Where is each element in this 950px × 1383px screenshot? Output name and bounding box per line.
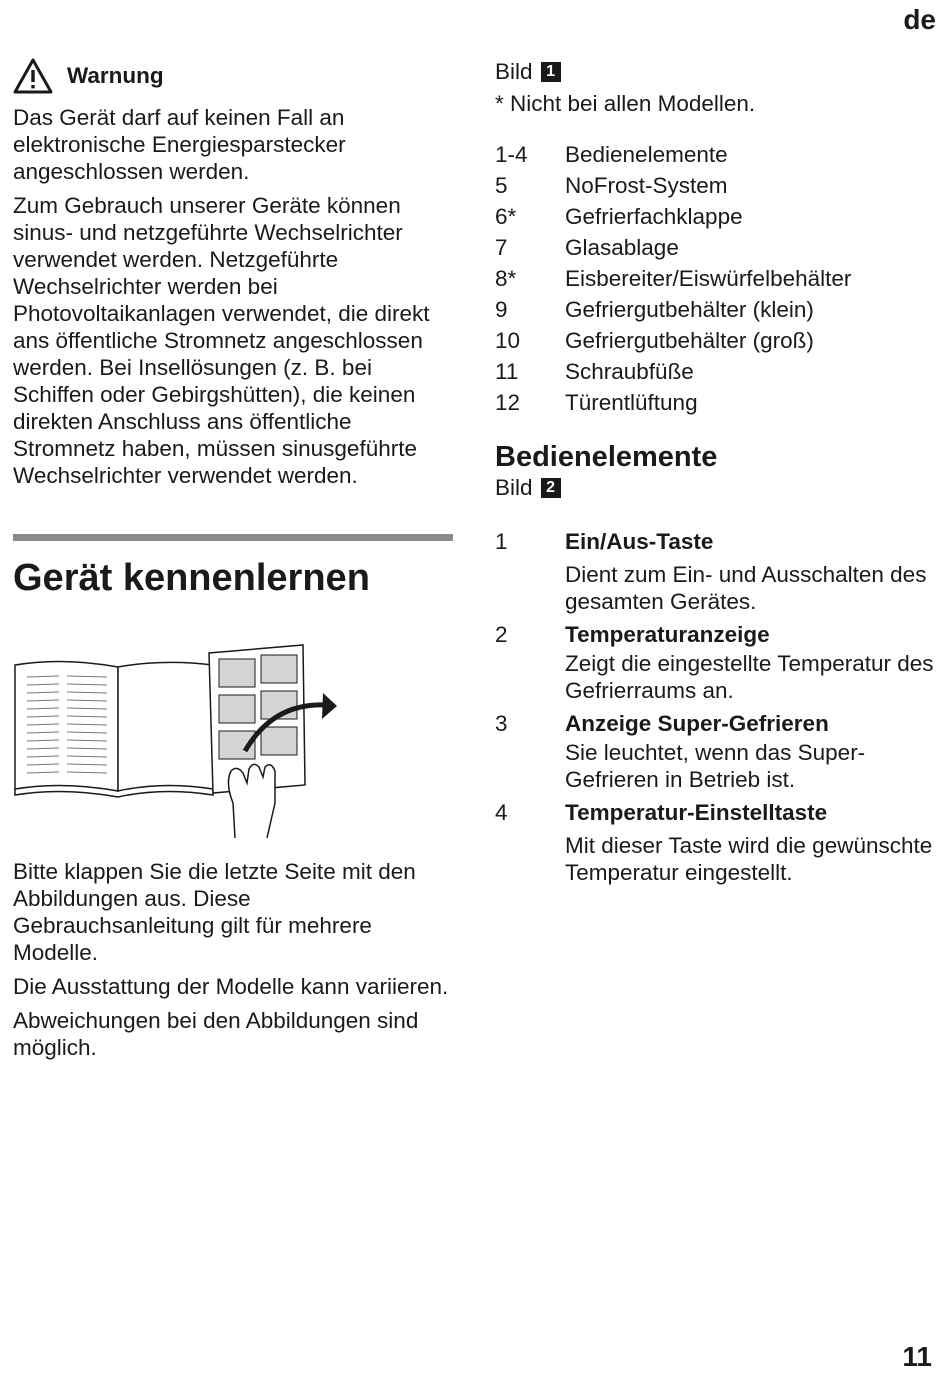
item-label: Schraubfüße bbox=[565, 359, 694, 384]
item-number: 11 bbox=[495, 359, 519, 384]
item-number: 10 bbox=[495, 328, 521, 353]
language-tag: de bbox=[903, 4, 936, 35]
item-label: Gefriergutbehälter (groß) bbox=[565, 328, 814, 353]
figure-reference bbox=[495, 58, 935, 86]
item-label: NoFrost-System bbox=[565, 173, 728, 198]
item-description: Mit dieser Taste wird die gewünschte Temperatur eingestellt. bbox=[565, 833, 933, 885]
control-item bbox=[495, 619, 935, 704]
list-item bbox=[495, 263, 935, 294]
figure-label: Bild bbox=[495, 475, 533, 500]
item-number: 9 bbox=[495, 297, 508, 322]
warning-paragraph: Zum Gebrauch unserer Geräte können sinus- und netzgeführte Wechselrichter verwendet werden. Netzgeführte Wechselrichter werden bei Photovoltaikanlagen verwendet, die direkt ans öffentliche Stromnetz angeschlossen werden. Bei Insellösungen (z. B. bei Schiffen oder Gebirgshütten), die keinen direkten Anschluss ans öffentliche Stromnetz haben, müssen sinusgeführte Wechselrichter verwendet werden. bbox=[13, 193, 430, 488]
footnote: * Nicht bei allen Modellen. bbox=[495, 91, 756, 116]
item-label: Glasablage bbox=[565, 235, 679, 260]
figure-number-badge: 1 bbox=[541, 62, 561, 82]
intro-paragraph: Abweichungen bei den Abbildungen sind möglich. bbox=[13, 1008, 419, 1060]
item-label: Gefriergutbehälter (klein) bbox=[565, 297, 814, 322]
list-item bbox=[495, 139, 935, 170]
list-item bbox=[495, 325, 935, 356]
item-number: 1 bbox=[495, 529, 508, 554]
item-label: Türentlüftung bbox=[565, 390, 698, 415]
item-label: Bedienelemente bbox=[565, 142, 728, 167]
item-number: 6* bbox=[495, 204, 517, 229]
item-title: Temperaturanzeige bbox=[565, 622, 770, 647]
item-number: 3 bbox=[495, 711, 508, 736]
control-item bbox=[495, 708, 935, 793]
section-heading: Gerät kennenlernen bbox=[13, 557, 370, 599]
item-number: 12 bbox=[495, 390, 521, 415]
list-item bbox=[495, 232, 935, 263]
item-title: Temperatur-Einstelltaste bbox=[565, 800, 828, 825]
parts-list bbox=[495, 139, 935, 418]
intro-paragraph: Bitte klappen Sie die letzte Seite mit den Abbildungen aus. Diese Gebrauchsanleitung gilt für mehrere Modelle. bbox=[13, 859, 416, 965]
item-description: Sie leuchtet, wenn das Super-Gefrieren in Betrieb ist. bbox=[565, 740, 866, 792]
item-number: 4 bbox=[495, 800, 508, 825]
item-number: 1-4 bbox=[495, 142, 528, 167]
item-number: 7 bbox=[495, 235, 508, 260]
item-title: Ein/Aus-Taste bbox=[565, 529, 714, 554]
fold-out-page-illustration bbox=[13, 643, 343, 843]
control-item bbox=[495, 526, 935, 615]
list-item bbox=[495, 387, 935, 418]
list-item bbox=[495, 201, 935, 232]
warning-header bbox=[13, 58, 453, 94]
warning-title: Warnung bbox=[67, 63, 164, 88]
figure-label: Bild bbox=[495, 59, 533, 84]
item-label: Gefrierfachklappe bbox=[565, 204, 743, 229]
item-title: Anzeige Super-Gefrieren bbox=[565, 711, 829, 736]
list-item bbox=[495, 170, 935, 201]
item-number: 8* bbox=[495, 266, 517, 291]
item-number: 2 bbox=[495, 622, 508, 647]
figure-number-badge: 2 bbox=[541, 478, 561, 498]
item-description: Zeigt die eingestellte Temperatur des Gefrierraums an. bbox=[565, 651, 934, 703]
figure-reference bbox=[495, 474, 935, 502]
intro-paragraph: Die Ausstattung der Modelle kann variieren. bbox=[13, 974, 449, 999]
control-item bbox=[495, 797, 935, 886]
warning-triangle-icon bbox=[13, 58, 53, 94]
section-divider bbox=[13, 534, 453, 541]
warning-paragraph: Das Gerät darf auf keinen Fall an elektronische Energiesparstecker angeschlossen werden. bbox=[13, 105, 346, 184]
list-item bbox=[495, 356, 935, 387]
item-description: Dient zum Ein- und Ausschalten des gesamten Gerätes. bbox=[565, 562, 927, 614]
controls-list bbox=[495, 526, 935, 886]
page-number: 11 bbox=[902, 1341, 932, 1372]
item-label: Eisbereiter/Eiswürfelbehälter bbox=[565, 266, 852, 291]
controls-heading: Bedienelemente bbox=[495, 441, 718, 473]
item-number: 5 bbox=[495, 173, 508, 198]
list-item bbox=[495, 294, 935, 325]
right-column bbox=[495, 58, 935, 886]
left-column bbox=[13, 58, 453, 1061]
